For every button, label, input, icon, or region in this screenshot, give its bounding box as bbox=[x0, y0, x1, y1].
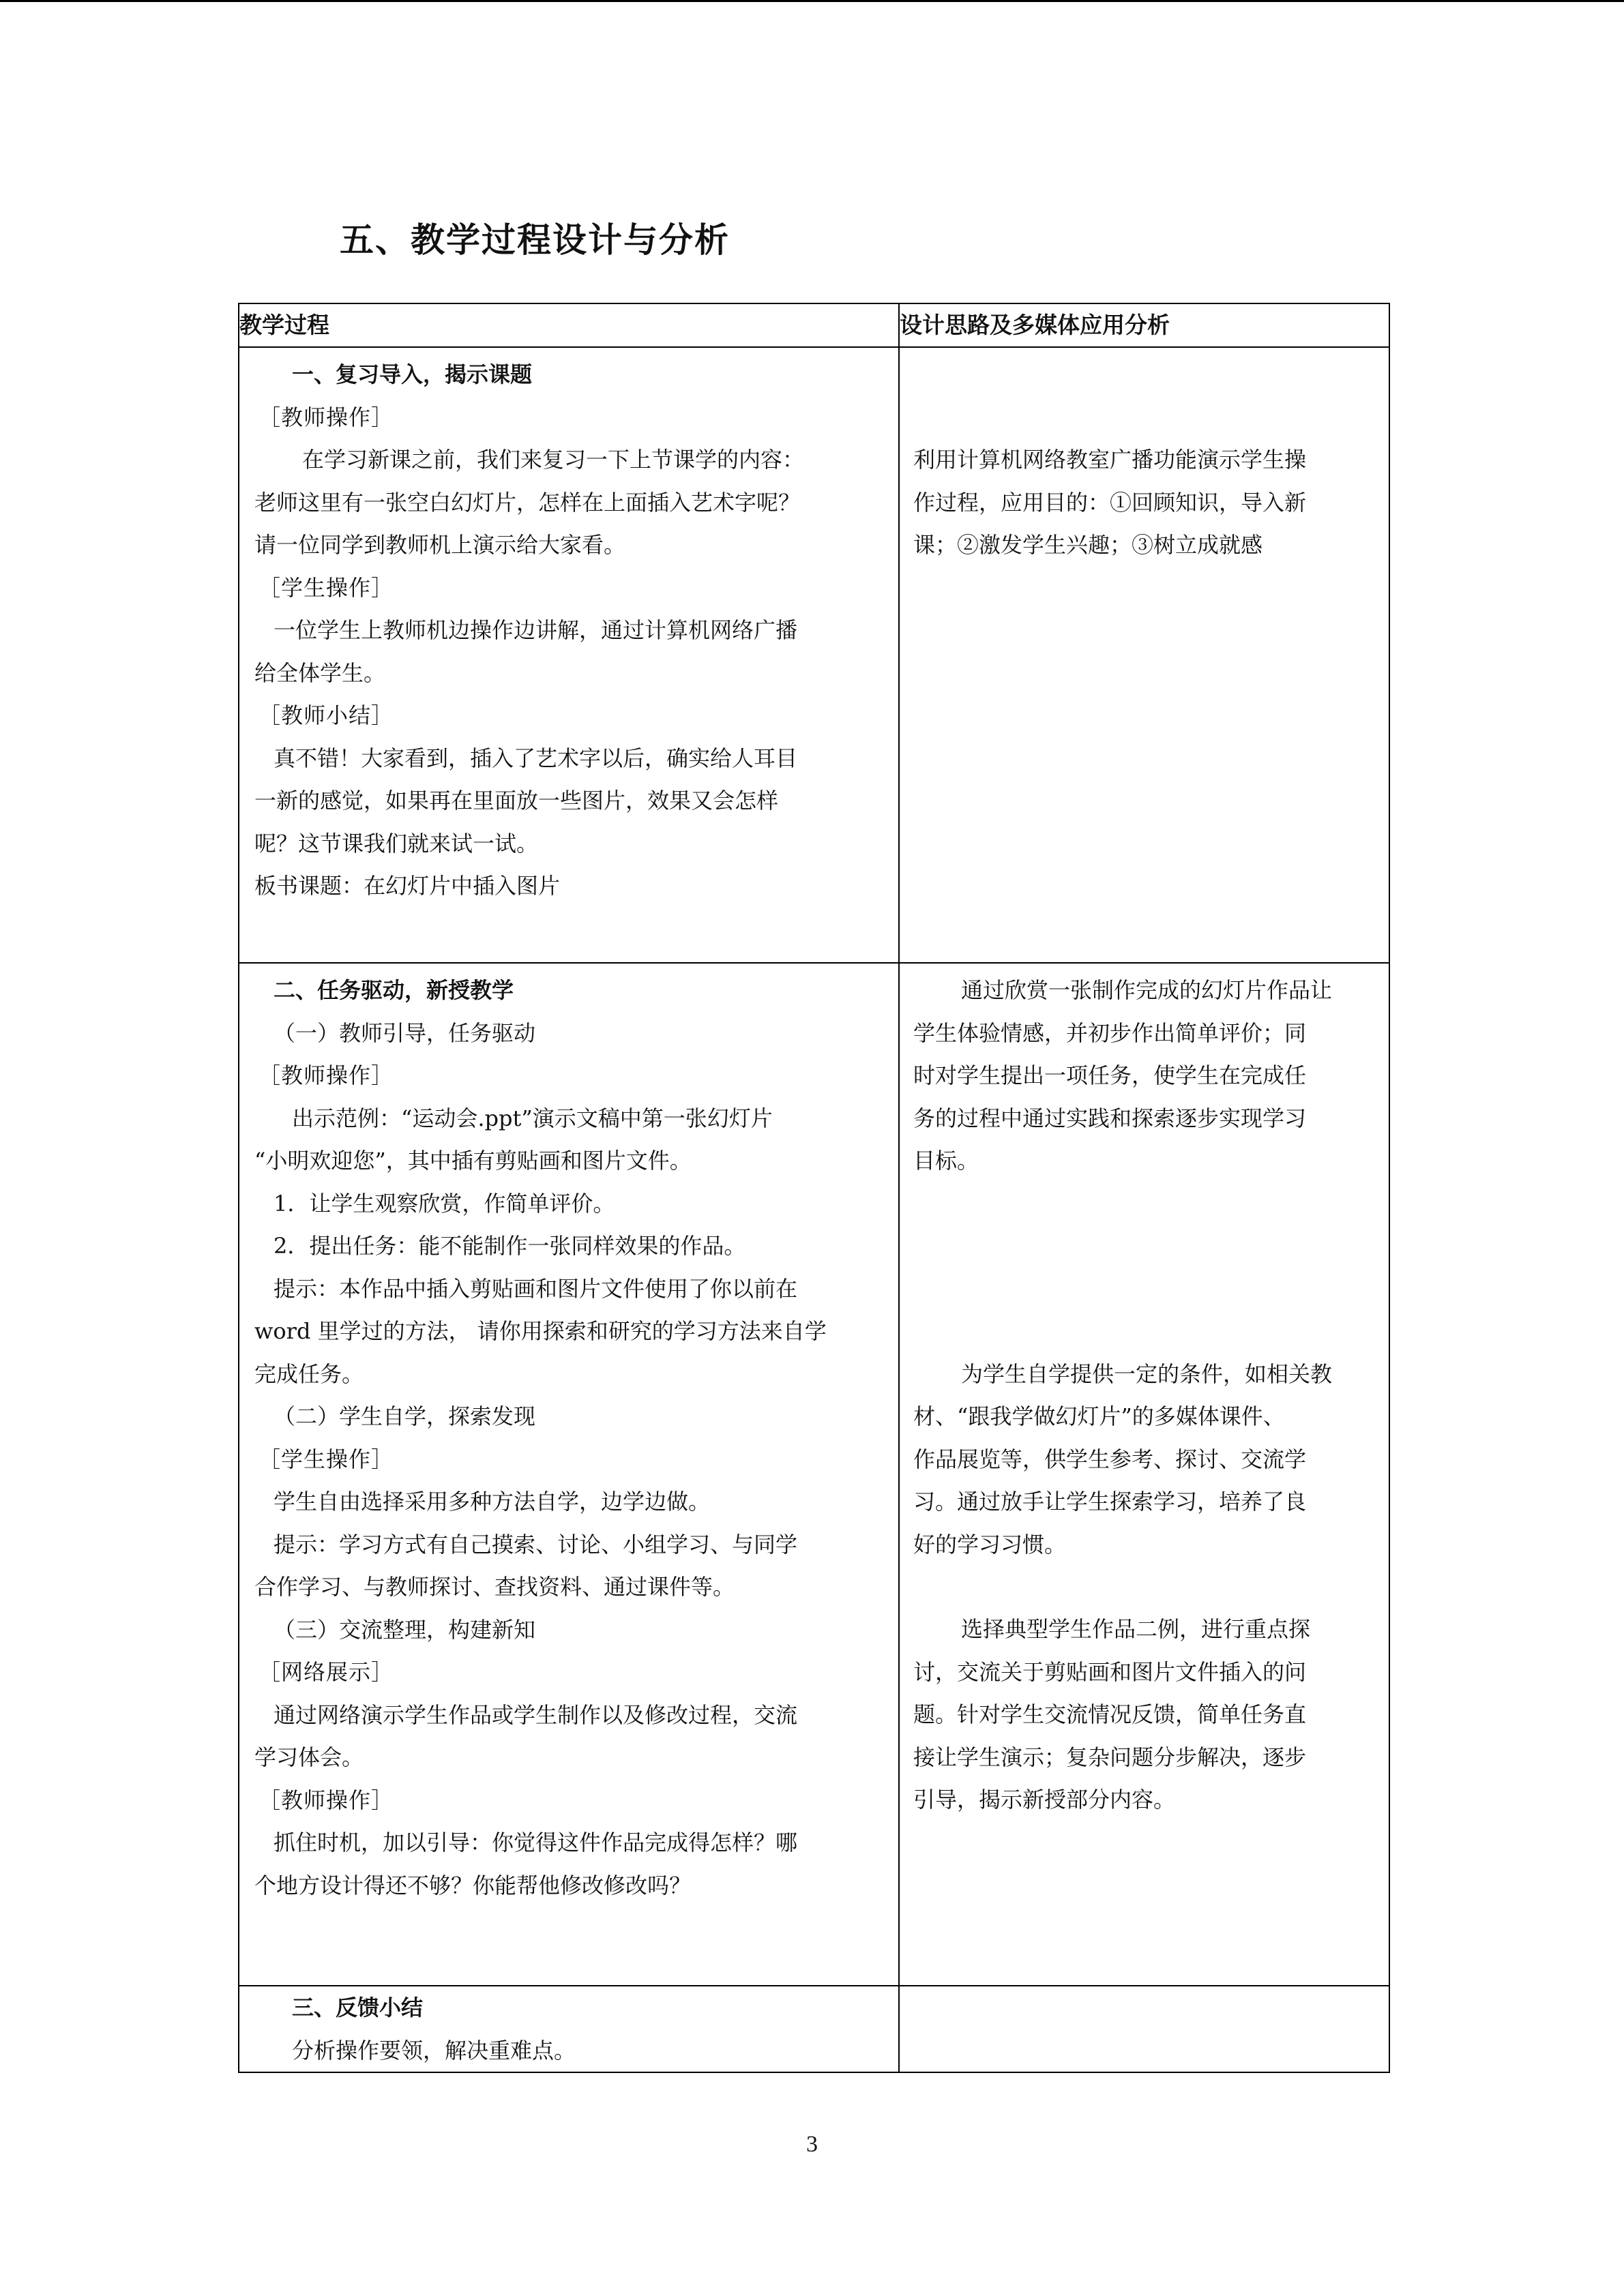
top-border-line bbox=[0, 0, 1624, 2]
text-line: word 里学过的方法， 请你用探索和研究的学习方法来自学 bbox=[254, 1318, 827, 1344]
text-line: 时对学生提出一项任务，使学生在完成任 bbox=[913, 1062, 1307, 1088]
text-line: 个地方设计得还不够？你能帮他修改修改吗？ bbox=[254, 1872, 692, 1898]
header-teaching-process: 教学过程 bbox=[239, 303, 899, 347]
text-line: 真不错！大家看到，插入了艺术字以后，确实给人耳目 bbox=[274, 745, 798, 771]
text-line: 好的学习习惯。 bbox=[913, 1531, 1067, 1557]
text-line: 通过欣赏一张制作完成的幻灯片作品让 bbox=[961, 977, 1333, 1003]
text-line: 学生体验情感，并初步作出简单评价；同 bbox=[913, 1019, 1307, 1046]
text-line: 出示范例：“运动会.ppt”演示文稿中第一张幻灯片 bbox=[292, 1105, 773, 1131]
text-line: 目标。 bbox=[913, 1148, 979, 1174]
subheading-teacher-guide: （一）教师引导，任务驱动 bbox=[274, 1019, 536, 1046]
text-line: 为学生自学提供一定的条件，如相关教 bbox=[961, 1360, 1333, 1387]
table-row-task-driven bbox=[239, 963, 1389, 1986]
text-line: 讨，交流关于剪贴画和图片文件插入的问 bbox=[913, 1658, 1307, 1685]
list-item: 2．提出任务：能不能制作一张同样效果的作品。 bbox=[274, 1233, 746, 1259]
section-heading-feedback: 三、反馈小结 bbox=[292, 1995, 424, 2021]
text-line: 给全体学生。 bbox=[254, 659, 386, 686]
label-teacher-operation: ［教师操作］ bbox=[259, 404, 394, 430]
subheading-self-study: （二）学生自学，探索发现 bbox=[274, 1403, 536, 1429]
section-heading-task: 二、任务驱动，新授教学 bbox=[274, 977, 514, 1003]
feedback-process-cell bbox=[239, 1986, 899, 2072]
text-line: 题。针对学生交流情况反馈，简单任务直 bbox=[913, 1701, 1307, 1727]
text-line: 在学习新课之前，我们来复习一下上节课学的内容： bbox=[302, 447, 805, 473]
text-line: 接让学生演示；复杂问题分步解决，逐步 bbox=[913, 1744, 1307, 1770]
section-heading-review: 一、复习导入，揭示课题 bbox=[292, 361, 533, 387]
text-line: 课；②激发学生兴趣；③树立成就感 bbox=[913, 532, 1263, 558]
review-analysis-cell bbox=[899, 347, 1389, 963]
text-line: 老师这里有一张空白幻灯片，怎样在上面插入艺术字呢？ bbox=[254, 489, 801, 516]
text-line: 分析操作要领，解决重难点。 bbox=[292, 2037, 576, 2063]
text-line: 作品展览等，供学生参考、探讨、交流学 bbox=[913, 1446, 1307, 1472]
page-number: 3 bbox=[806, 2132, 818, 2157]
text-line: 利用计算机网络教室广播功能演示学生操 bbox=[913, 447, 1307, 473]
text-line: 材、“跟我学做幻灯片”的多媒体课件、 bbox=[913, 1403, 1285, 1429]
teaching-process-table bbox=[238, 303, 1390, 2073]
page-title: 五、教学过程设计与分析 bbox=[340, 220, 730, 260]
subheading-exchange: （三）交流整理，构建新知 bbox=[274, 1616, 536, 1643]
label-student-operation: ［学生操作］ bbox=[259, 1446, 394, 1472]
text-line: 抓住时机，加以引导：你觉得这件作品完成得怎样？哪 bbox=[274, 1830, 798, 1855]
label-teacher-summary: ［教师小结］ bbox=[259, 702, 394, 728]
table-header-row bbox=[239, 303, 1389, 347]
feedback-analysis-cell bbox=[899, 1986, 1389, 2072]
text-line: 提示：学习方式有自己摸索、讨论、小组学习、与同学 bbox=[274, 1531, 798, 1557]
label-teacher-operation: ［教师操作］ bbox=[259, 1787, 394, 1813]
text-line: 务的过程中通过实践和探索逐步实现学习 bbox=[913, 1105, 1307, 1131]
text-line: 一位学生上教师机边操作边讲解，通过计算机网络广播 bbox=[274, 617, 798, 643]
text-line: 合作学习、与教师探讨、查找资料、通过课件等。 bbox=[254, 1574, 735, 1600]
text-line: “小明欢迎您”，其中插有剪贴画和图片文件。 bbox=[254, 1148, 692, 1174]
text-line: 引导，揭示新授部分内容。 bbox=[913, 1787, 1176, 1813]
table-row-review bbox=[239, 347, 1389, 963]
text-line: 学习体会。 bbox=[254, 1744, 364, 1770]
table-row-feedback bbox=[239, 1986, 1389, 2072]
label-teacher-operation: ［教师操作］ bbox=[259, 1062, 394, 1088]
label-network-display: ［网络展示］ bbox=[259, 1659, 394, 1685]
task-process-cell bbox=[239, 963, 899, 1986]
text-line: 完成任务。 bbox=[254, 1360, 364, 1387]
review-process-cell bbox=[239, 347, 899, 963]
text-line: 作过程，应用目的：①回顾知识，导入新 bbox=[913, 489, 1307, 516]
text-line: 呢？这节课我们就来试一试。 bbox=[254, 830, 539, 856]
list-item: 1．让学生观察欣赏，作简单评价。 bbox=[274, 1190, 615, 1217]
task-analysis-cell bbox=[899, 963, 1389, 1986]
text-line: 通过网络演示学生作品或学生制作以及修改过程，交流 bbox=[274, 1701, 798, 1728]
text-line: 习。通过放手让学生探索学习，培养了良 bbox=[913, 1489, 1307, 1515]
text-line: 学生自由选择采用多种方法自学，边学边做。 bbox=[274, 1489, 711, 1515]
header-design-analysis: 设计思路及多媒体应用分析 bbox=[899, 303, 1389, 347]
text-line: 选择典型学生作品二例，进行重点探 bbox=[961, 1616, 1311, 1642]
text-line: 提示：本作品中插入剪贴画和图片文件使用了你以前在 bbox=[274, 1275, 798, 1302]
text-line: 请一位同学到教师机上演示给大家看。 bbox=[254, 532, 626, 558]
text-line: 板书课题：在幻灯片中插入图片 bbox=[254, 873, 561, 899]
label-student-operation: ［学生操作］ bbox=[259, 574, 394, 601]
text-line: 一新的感觉，如果再在里面放一些图片，效果又会怎样 bbox=[254, 788, 779, 814]
